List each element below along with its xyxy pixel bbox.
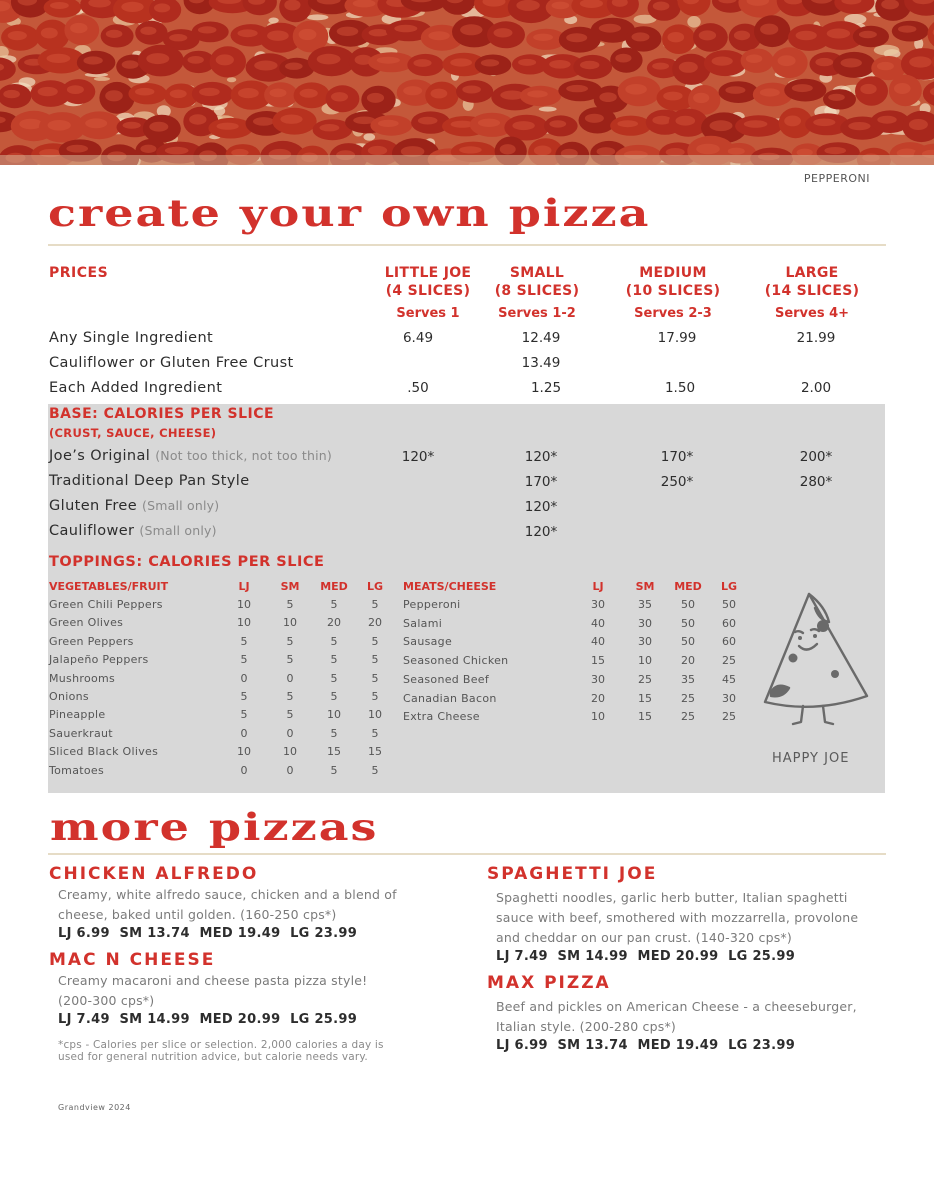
page-title: create your own pizza: [48, 190, 651, 235]
size-large: [742, 264, 882, 321]
topping-calories: 25: [722, 654, 736, 668]
size-small: [467, 264, 607, 321]
topping-calories: 10: [237, 745, 251, 759]
topping-calories: 35: [681, 672, 695, 686]
topping-calories: 10: [368, 708, 382, 722]
toppings-title: TOPPINGS: CALORIES PER SLICE: [49, 554, 325, 570]
topping-calories: 35: [638, 598, 652, 611]
topping-name: Green Peppers: [49, 634, 134, 648]
topping-calories: 60: [722, 635, 736, 649]
topping-calories: 20: [327, 616, 341, 630]
topping-calories: 5: [286, 708, 294, 722]
base-row-label: Cauliflower: [49, 523, 135, 539]
pizza-description: cheese, baked until golden. (160-250 cps*): [58, 907, 337, 922]
table-header-size: MED: [320, 580, 348, 593]
topping-calories: 10: [327, 708, 341, 722]
more-pizzas-divider: [48, 853, 886, 855]
topping-name: Canadian Bacon: [403, 691, 497, 705]
topping-calories: 50: [681, 635, 695, 649]
happy-joe-mascot-icon: [757, 588, 873, 728]
topping-calories: 0: [240, 671, 248, 685]
pizza-description: Beef and pickles on American Cheese - a cheeseburger,: [496, 999, 857, 1014]
price-value: 12.49: [521, 330, 561, 346]
footer-location: Grandview 2024: [58, 1103, 131, 1112]
topping-calories: 25: [638, 672, 652, 686]
topping-calories: 0: [240, 726, 248, 740]
topping-calories: 5: [371, 598, 379, 611]
pizza-prices: LJ 7.49 SM 14.99 MED 20.99 LG 25.99: [496, 949, 796, 964]
topping-calories: 5: [330, 598, 338, 611]
price-value: 17.99: [657, 330, 697, 346]
size-slices: (4 SLICES): [385, 283, 471, 299]
topping-calories: 5: [240, 708, 248, 722]
pizza-name: MAC N CHEESE: [49, 950, 216, 970]
topping-name: Jalapeño Peppers: [49, 653, 149, 667]
size-slices: (8 SLICES): [494, 283, 580, 299]
price-value: 13.49: [521, 355, 561, 371]
size-name: MEDIUM: [639, 265, 707, 281]
calorie-value: 120*: [524, 449, 558, 465]
pizza-prices: LJ 6.99 SM 13.74 MED 19.49 LG 23.99: [496, 1038, 796, 1053]
pizza-mac-n-cheese: [49, 950, 449, 1027]
table-header-label: VEGETABLES/FRUIT: [49, 580, 169, 593]
price-value: 2.00: [800, 380, 832, 396]
price-value: 6.49: [402, 330, 434, 346]
size-name: LARGE: [785, 265, 839, 281]
table-header-size: SM: [635, 580, 655, 593]
size-serves: Serves 2-3: [634, 306, 712, 321]
pizza-prices: LJ 7.49 SM 14.99 MED 20.99 LG 25.99: [58, 1012, 358, 1027]
topping-name: Seasoned Chicken: [403, 654, 509, 668]
topping-calories: 5: [330, 763, 338, 777]
calorie-value: 200*: [799, 449, 833, 465]
topping-calories: 5: [240, 690, 248, 703]
table-header-size: LJ: [592, 580, 604, 593]
topping-name: Onions: [49, 690, 89, 703]
calorie-value: 120*: [401, 449, 435, 465]
calorie-value: 170*: [524, 474, 558, 490]
pizza-name: MAX PIZZA: [487, 973, 611, 993]
size-serves: Serves 1-2: [498, 306, 576, 321]
topping-name: Pineapple: [49, 708, 106, 722]
pizza-description: Creamy, white alfredo sauce, chicken and a blend of: [58, 887, 397, 902]
footnote-line: used for general nutrition advice, but calorie needs vary.: [58, 1051, 368, 1063]
topping-calories: 15: [327, 745, 341, 759]
photo-caption: PEPPERONI: [803, 172, 870, 185]
topping-calories: 10: [638, 654, 652, 668]
calorie-value: 120*: [524, 524, 558, 540]
title-divider: [48, 244, 886, 246]
pizza-description: Italian style. (200-280 cps*): [496, 1019, 676, 1034]
topping-calories: 10: [591, 710, 605, 724]
more-pizzas-title: more pizzas: [50, 804, 379, 849]
price-value: 1.25: [530, 380, 562, 396]
topping-calories: 5: [371, 726, 379, 740]
base-row-note: (Small only): [142, 498, 220, 513]
topping-calories: 5: [330, 671, 338, 685]
size-serves: Serves 4+: [774, 306, 850, 321]
topping-calories: 0: [286, 726, 294, 740]
topping-calories: 50: [722, 598, 736, 611]
pepperoni-hero-image: [0, 0, 934, 165]
pizza-spaghetti-joe: [487, 864, 907, 964]
topping-calories: 10: [283, 616, 297, 630]
base-row-label: Joe’s Original: [49, 448, 151, 464]
topping-calories: 0: [286, 671, 294, 685]
base-row-note: (Not too thick, not too thin): [155, 448, 332, 463]
table-header-size: LG: [720, 580, 738, 593]
topping-calories: 5: [330, 634, 338, 648]
topping-name: Seasoned Beef: [403, 672, 490, 686]
topping-calories: 30: [638, 616, 652, 630]
topping-calories: 15: [638, 710, 652, 724]
topping-calories: 0: [240, 763, 248, 777]
topping-calories: 10: [237, 616, 251, 630]
topping-calories: 5: [371, 690, 379, 703]
topping-name: Sliced Black Olives: [49, 745, 159, 759]
topping-calories: 0: [286, 763, 294, 777]
topping-name: Pepperoni: [403, 598, 461, 611]
topping-calories: 30: [591, 672, 605, 686]
topping-calories: 15: [591, 654, 605, 668]
base-row: [49, 448, 332, 464]
base-subtitle: (CRUST, SAUCE, CHEESE): [49, 426, 217, 440]
calorie-value: 170*: [660, 449, 694, 465]
pizza-name: CHICKEN ALFREDO: [49, 864, 259, 884]
size-medium: [603, 264, 743, 321]
topping-calories: 10: [237, 598, 251, 611]
topping-name: Green Olives: [49, 616, 124, 630]
base-row-label: Gluten Free: [49, 498, 138, 514]
base-row: [49, 523, 217, 539]
mascot-label: HAPPY JOE: [772, 751, 850, 766]
topping-calories: 50: [681, 616, 695, 630]
size-slices: (14 SLICES): [764, 283, 860, 299]
topping-calories: 25: [681, 710, 695, 724]
topping-calories: 5: [330, 726, 338, 740]
prices-label: PRICES: [49, 265, 109, 281]
pizza-name: SPAGHETTI JOE: [487, 864, 658, 884]
table-header-size: LJ: [238, 580, 250, 593]
topping-calories: 60: [722, 616, 736, 630]
topping-calories: 5: [371, 671, 379, 685]
price-value: .50: [407, 380, 429, 396]
pizza-description: Creamy macaroni and cheese pasta pizza style!: [58, 973, 368, 988]
size-name: LITTLE JOE: [384, 265, 472, 281]
calorie-value: 280*: [799, 474, 833, 490]
topping-calories: 20: [368, 616, 382, 630]
topping-name: Sauerkraut: [49, 726, 113, 740]
price-row-label: Any Single Ingredient: [49, 330, 214, 346]
topping-calories: 5: [240, 653, 248, 667]
topping-calories: 15: [368, 745, 382, 759]
pizza-chicken-alfredo: [49, 864, 449, 941]
topping-name: Salami: [403, 616, 443, 630]
pizza-description: and cheddar on our pan crust. (140-320 cps*): [496, 930, 792, 945]
topping-calories: 5: [330, 653, 338, 667]
topping-name: Sausage: [403, 635, 453, 649]
price-row-label: Each Added Ingredient: [49, 380, 223, 396]
topping-calories: 5: [371, 763, 379, 777]
footnote-line: *cps - Calories per slice or selection. 2,000 calories a day is: [58, 1039, 384, 1051]
topping-calories: 30: [722, 691, 736, 705]
size-slices: (10 SLICES): [625, 283, 721, 299]
price-row-label: Cauliflower or Gluten Free Crust: [49, 355, 294, 371]
topping-calories: 40: [591, 635, 605, 649]
base-row-label: Traditional Deep Pan Style: [49, 473, 250, 489]
base-title: BASE: CALORIES PER SLICE: [49, 406, 275, 422]
topping-calories: 15: [638, 691, 652, 705]
table-header-label: MEATS/CHEESE: [403, 580, 497, 593]
pizza-max: [487, 973, 907, 1053]
topping-name: Extra Cheese: [403, 710, 480, 724]
base-row-note: (Small only): [139, 523, 217, 538]
topping-calories: 5: [330, 690, 338, 703]
table-header-size: MED: [674, 580, 702, 593]
topping-calories: 25: [681, 691, 695, 705]
topping-calories: 30: [591, 598, 605, 611]
table-header-size: LG: [366, 580, 384, 593]
topping-name: Mushrooms: [49, 671, 116, 685]
topping-calories: 50: [681, 598, 695, 611]
pizza-description: Spaghetti noodles, garlic herb butter, Italian spaghetti: [496, 890, 848, 905]
pizza-prices: LJ 6.99 SM 13.74 MED 19.49 LG 23.99: [58, 926, 358, 941]
topping-calories: 10: [283, 745, 297, 759]
topping-calories: 5: [371, 653, 379, 667]
topping-calories: 5: [286, 653, 294, 667]
size-serves: Serves 1: [396, 306, 460, 321]
table-header-size: SM: [280, 580, 300, 593]
topping-calories: 25: [722, 710, 736, 724]
pizza-description: (200-300 cps*): [58, 993, 155, 1008]
topping-name: Green Chili Peppers: [49, 598, 163, 611]
calorie-value: 250*: [660, 474, 694, 490]
price-value: 21.99: [796, 330, 836, 346]
base-row: [49, 498, 219, 514]
topping-name: Tomatoes: [49, 763, 104, 777]
topping-calories: 5: [286, 634, 294, 648]
topping-calories: 5: [371, 634, 379, 648]
topping-calories: 30: [638, 635, 652, 649]
topping-calories: 20: [591, 691, 605, 705]
topping-calories: 5: [286, 598, 294, 611]
topping-calories: 20: [681, 654, 695, 668]
size-name: SMALL: [509, 265, 565, 281]
topping-calories: 45: [722, 672, 736, 686]
base-row: [49, 473, 250, 489]
calorie-value: 120*: [524, 499, 558, 515]
price-value: 1.50: [664, 380, 696, 396]
topping-calories: 5: [240, 634, 248, 648]
topping-calories: 5: [286, 690, 294, 703]
topping-calories: 40: [591, 616, 605, 630]
calorie-footnote: [58, 1039, 448, 1063]
pizza-description: sauce with beef, smothered with mozzarrella, provolone: [496, 910, 859, 925]
